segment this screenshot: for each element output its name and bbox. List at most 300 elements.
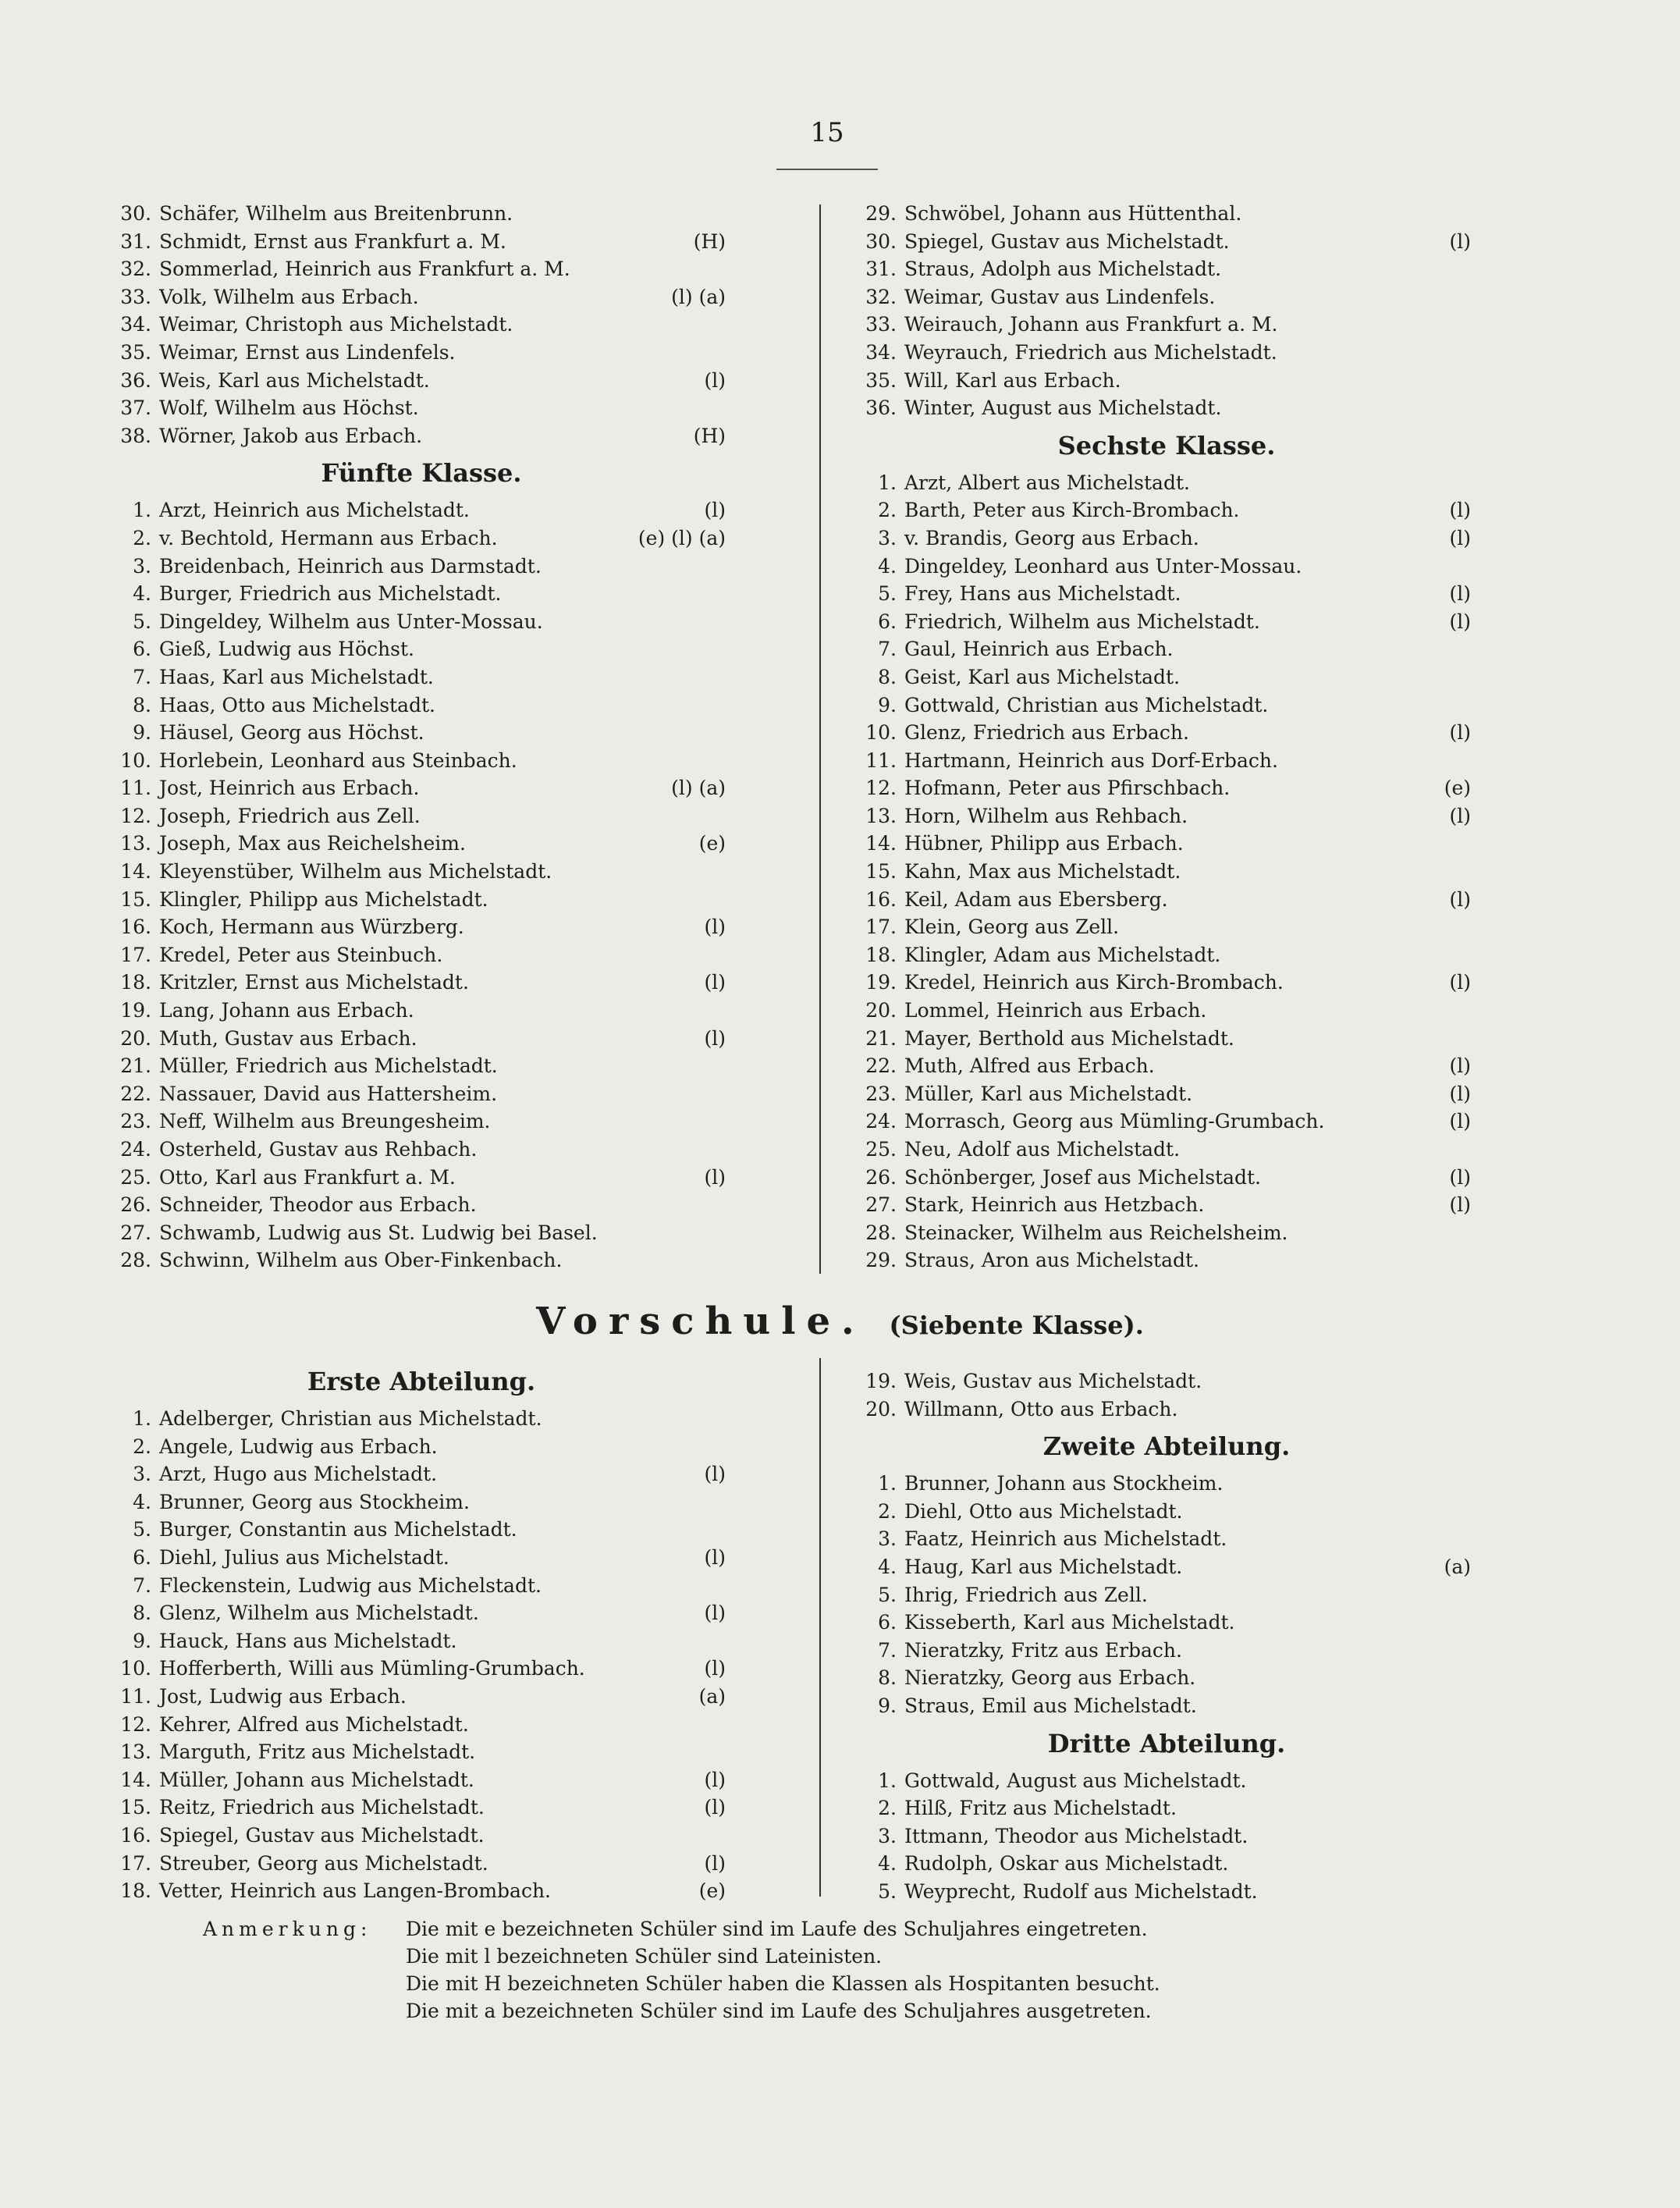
list-item (117, 1164, 726, 1192)
list-item (862, 580, 1471, 608)
student-entry: Nieratzky, Georg aus Erbach. (904, 1666, 1196, 1690)
student-number: 8. (878, 665, 897, 688)
list-item (862, 1692, 1471, 1720)
list-item (862, 858, 1471, 886)
student-entry: Weirauch, Johann aus Frankfurt a. M. (904, 313, 1278, 336)
note-row (203, 1943, 1420, 1970)
student-entry: Klein, Georg aus Zell. (904, 916, 1120, 939)
student-marks: (l) (704, 1768, 726, 1791)
student-entry: v. Bechtold, Hermann aus Erbach. (159, 526, 498, 549)
student-entry: Koch, Hermann aus Würzberg. (159, 916, 464, 939)
student-number: 2. (878, 499, 897, 522)
student-entry: Weyrauch, Friedrich aus Michelstadt. (904, 340, 1277, 364)
student-number: 20. (120, 1026, 151, 1050)
list-item (117, 886, 726, 914)
student-number: 19. (120, 999, 151, 1022)
student-number: 6. (878, 610, 897, 633)
list-item (117, 1460, 726, 1488)
list-item (117, 200, 726, 228)
note-label: Anmerkung: (203, 1918, 372, 1940)
list-item (862, 1191, 1471, 1219)
vorschule-title-main: Vorschule. (536, 1300, 865, 1343)
list-item (862, 496, 1471, 524)
student-number: 10. (120, 748, 151, 772)
student-number: 37. (120, 396, 151, 420)
student-entry: Will, Karl aus Erbach. (904, 368, 1121, 392)
list-item (862, 830, 1471, 858)
list-item (117, 1516, 726, 1544)
student-number: 17. (120, 943, 151, 966)
list-item (117, 747, 726, 775)
student-entry: Mayer, Berthold aus Michelstadt. (904, 1026, 1234, 1050)
student-entry: Arzt, Heinrich aus Michelstadt. (159, 499, 470, 522)
student-entry: Rudolph, Oskar aus Michelstadt. (904, 1852, 1229, 1876)
student-number: 17. (865, 916, 897, 939)
student-entry: Neff, Wilhelm aus Breungesheim. (159, 1110, 491, 1133)
note-line: Die mit l bezeichneten Schüler sind Lateinisten. (406, 1945, 883, 1968)
student-number: 10. (120, 1657, 151, 1680)
section-heading-fuenfte-klasse: Fünfte Klasse. (321, 458, 522, 489)
student-list-zweite-abteilung (862, 1470, 1471, 1719)
list-item (862, 1246, 1471, 1275)
list-item (862, 1822, 1471, 1851)
list-item (117, 1599, 726, 1627)
list-item (117, 1108, 726, 1136)
student-number: 14. (865, 832, 897, 855)
student-entry: Müller, Friedrich aus Michelstadt. (159, 1054, 498, 1078)
list-item (862, 1164, 1471, 1192)
note-row (203, 1970, 1420, 1997)
list-item (117, 663, 726, 692)
list-item (117, 1025, 726, 1053)
student-marks: (e) (l) (a) (638, 526, 726, 549)
list-item (862, 635, 1471, 663)
student-marks: (l) (1449, 1110, 1471, 1133)
list-item (862, 969, 1471, 997)
student-entry: Joseph, Max aus Reichelsheim. (159, 832, 466, 855)
student-list-erste-abteilung-cont (862, 1367, 1471, 1423)
student-marks: (l) (704, 1165, 726, 1189)
list-item (862, 1637, 1471, 1665)
list-item (862, 339, 1471, 367)
list-item (862, 1108, 1471, 1136)
list-item (862, 1396, 1471, 1424)
list-item (117, 830, 726, 858)
student-number: 35. (120, 340, 151, 364)
list-item (117, 1246, 726, 1275)
student-entry: Klingler, Philipp aus Michelstadt. (159, 887, 488, 911)
list-item (117, 1219, 726, 1247)
annotation-note (203, 1915, 1420, 2025)
student-marks: (H) (693, 229, 726, 253)
list-item (117, 1850, 726, 1878)
student-entry: Kisseberth, Karl aus Michelstadt. (904, 1611, 1235, 1634)
list-item (117, 1766, 726, 1794)
student-entry: Weimar, Gustav aus Lindenfels. (904, 285, 1216, 308)
list-item (117, 1655, 726, 1683)
list-item (117, 283, 726, 311)
student-entry: Schäfer, Wilhelm aus Breitenbrunn. (159, 202, 513, 225)
student-marks: (l) (1449, 1165, 1471, 1189)
list-item (862, 311, 1471, 339)
student-number: 7. (133, 665, 151, 688)
list-item (117, 496, 726, 524)
student-number: 18. (120, 971, 151, 994)
student-number: 2. (133, 526, 151, 549)
list-item (117, 719, 726, 747)
student-entry: Weimar, Christoph aus Michelstadt. (159, 313, 513, 336)
student-number: 29. (865, 1249, 897, 1272)
student-entry: Arzt, Albert aus Michelstadt. (904, 471, 1190, 494)
student-number: 6. (878, 1611, 897, 1634)
student-entry: Häusel, Georg aus Höchst. (159, 721, 424, 745)
list-item (862, 1609, 1471, 1637)
list-item (862, 1219, 1471, 1247)
student-entry: Brunner, Johann aus Stockheim. (904, 1472, 1224, 1495)
list-item (862, 394, 1471, 422)
list-item (117, 635, 726, 663)
list-item (117, 339, 726, 367)
student-number: 20. (865, 1397, 897, 1420)
list-item (862, 367, 1471, 395)
student-number: 18. (120, 1879, 151, 1903)
list-item (862, 663, 1471, 692)
student-entry: Kredel, Heinrich aus Kirch-Brombach. (904, 971, 1284, 994)
student-number: 7. (878, 1638, 897, 1662)
list-item (862, 1553, 1471, 1581)
student-number: 23. (120, 1110, 151, 1133)
section-heading-erste-abteilung: Erste Abteilung. (307, 1367, 536, 1396)
student-marks: (H) (693, 424, 726, 447)
student-entry: Weyprecht, Rudolf aus Michelstadt. (904, 1879, 1258, 1903)
student-entry: Schwamb, Ludwig aus St. Ludwig bei Basel. (159, 1221, 598, 1244)
list-item (117, 1572, 726, 1600)
student-entry: Straus, Aron aus Michelstadt. (904, 1249, 1200, 1272)
student-marks: (l) (a) (671, 777, 726, 800)
student-entry: Gieß, Ludwig aus Höchst. (159, 638, 414, 661)
list-item (862, 283, 1471, 311)
student-marks: (l) (1449, 526, 1471, 549)
student-entry: Straus, Adolph aus Michelstadt. (904, 258, 1222, 281)
student-entry: Horlebein, Leonhard aus Steinbach. (159, 748, 517, 772)
student-entry: v. Brandis, Georg aus Erbach. (904, 526, 1199, 549)
student-number: 33. (120, 285, 151, 308)
list-item (117, 997, 726, 1025)
list-item (862, 774, 1471, 802)
student-entry: Glenz, Friedrich aus Erbach. (904, 721, 1189, 745)
list-item (117, 1627, 726, 1655)
student-number: 19. (865, 971, 897, 994)
list-item (117, 802, 726, 830)
list-item (117, 1877, 726, 1905)
student-entry: Schmidt, Ernst aus Frankfurt a. M. (159, 229, 506, 253)
student-number: 5. (878, 582, 897, 606)
student-entry: Müller, Johann aus Michelstadt. (159, 1768, 474, 1791)
student-entry: Hofmann, Peter aus Pfirschbach. (904, 777, 1231, 800)
student-number: 27. (865, 1193, 897, 1217)
right-column-bottom (862, 1367, 1471, 1906)
student-number: 19. (865, 1370, 897, 1392)
student-marks: (l) (1449, 804, 1471, 827)
student-entry: Glenz, Wilhelm aus Michelstadt. (159, 1602, 479, 1625)
list-item (862, 255, 1471, 283)
left-column-bottom (117, 1358, 726, 1905)
student-marks: (l) (1449, 499, 1471, 522)
student-number: 31. (120, 229, 151, 253)
page-number-rule (776, 169, 878, 170)
student-entry: Diehl, Otto aus Michelstadt. (904, 1499, 1183, 1523)
student-number: 13. (120, 1740, 151, 1764)
list-item (117, 1405, 726, 1433)
student-list-erste-abteilung (117, 1405, 726, 1905)
list-item (862, 886, 1471, 914)
list-item (117, 311, 726, 339)
student-entry: Winter, August aus Michelstadt. (904, 396, 1222, 420)
student-number: 8. (133, 1602, 151, 1625)
student-number: 9. (133, 1629, 151, 1652)
list-item (117, 553, 726, 581)
student-number: 11. (120, 1684, 151, 1708)
student-number: 36. (865, 396, 897, 420)
student-entry: Kritzler, Ernst aus Michelstadt. (159, 971, 469, 994)
list-item (862, 1080, 1471, 1108)
student-entry: Dingeldey, Leonhard aus Unter-Mossau. (904, 554, 1302, 578)
student-number: 18. (865, 943, 897, 966)
student-marks: (a) (698, 1684, 726, 1708)
student-marks: (l) (704, 1796, 726, 1819)
student-number: 25. (120, 1165, 151, 1189)
student-entry: Geist, Karl aus Michelstadt. (904, 665, 1181, 688)
student-entry: Horn, Wilhelm aus Rehbach. (904, 804, 1188, 827)
list-item (862, 228, 1471, 256)
student-number: 3. (133, 1463, 151, 1486)
student-number: 4. (878, 554, 897, 578)
right-column-top (862, 200, 1471, 1275)
list-item (862, 553, 1471, 581)
student-entry: Marguth, Fritz aus Michelstadt. (159, 1740, 476, 1764)
student-number: 12. (120, 1712, 151, 1736)
list-item (862, 1581, 1471, 1609)
student-number: 1. (133, 499, 151, 522)
student-list-dritte-abteilung (862, 1767, 1471, 1906)
student-entry: Morrasch, Georg aus Mümling-Grumbach. (904, 1110, 1325, 1133)
student-marks: (l) (1449, 610, 1471, 633)
student-number: 1. (878, 471, 897, 494)
student-number: 30. (865, 229, 897, 253)
list-item (862, 200, 1471, 228)
student-entry: Dingeldey, Wilhelm aus Unter-Mossau. (159, 610, 543, 633)
student-entry: Müller, Karl aus Michelstadt. (904, 1082, 1193, 1105)
student-entry: Burger, Friedrich aus Michelstadt. (159, 582, 502, 606)
list-item (862, 1878, 1471, 1906)
student-entry: Wörner, Jakob aus Erbach. (159, 424, 423, 447)
student-number: 17. (120, 1851, 151, 1875)
student-number: 29. (865, 202, 897, 225)
list-item (117, 608, 726, 636)
list-item (862, 469, 1471, 497)
student-number: 4. (133, 1490, 151, 1513)
list-item (117, 774, 726, 802)
list-item (862, 1498, 1471, 1526)
student-entry: Haas, Karl aus Michelstadt. (159, 665, 434, 688)
student-number: 9. (878, 1694, 897, 1717)
student-number: 13. (120, 832, 151, 855)
student-number: 5. (878, 1583, 897, 1606)
student-entry: Hübner, Philipp aus Erbach. (904, 832, 1184, 855)
student-number: 1. (878, 1769, 897, 1792)
student-entry: Arzt, Hugo aus Michelstadt. (159, 1463, 438, 1486)
student-number: 26. (120, 1193, 151, 1217)
student-number: 7. (878, 638, 897, 661)
student-number: 25. (865, 1138, 897, 1161)
student-number: 21. (865, 1026, 897, 1050)
list-item (117, 1738, 726, 1766)
student-list-fuenfte-klasse (117, 496, 726, 1275)
student-entry: Sommerlad, Heinrich aus Frankfurt a. M. (159, 258, 570, 281)
list-item (117, 1794, 726, 1822)
student-entry: Ittmann, Theodor aus Michelstadt. (904, 1824, 1248, 1847)
student-number: 11. (120, 777, 151, 800)
section-heading-sechste-klasse: Sechste Klasse. (1057, 430, 1276, 460)
student-marks: (e) (698, 1879, 726, 1903)
list-item (862, 802, 1471, 830)
student-entry: Streuber, Georg aus Michelstadt. (159, 1851, 488, 1875)
list-item (862, 1367, 1471, 1396)
student-number: 13. (865, 804, 897, 827)
student-marks: (l) (704, 499, 726, 522)
student-number: 8. (878, 1666, 897, 1690)
list-item (862, 997, 1471, 1025)
student-entry: Diehl, Julius aus Michelstadt. (159, 1545, 449, 1569)
student-entry: Weis, Karl aus Michelstadt. (159, 368, 430, 392)
student-entry: Jost, Heinrich aus Erbach. (159, 777, 420, 800)
student-number: 16. (120, 916, 151, 939)
student-number: 11. (865, 748, 897, 772)
column-divider-top (819, 204, 821, 1274)
list-item (862, 719, 1471, 747)
list-item (862, 524, 1471, 553)
list-item (862, 1525, 1471, 1553)
note-line: Die mit a bezeichneten Schüler sind im Laufe des Schuljahres ausgetreten. (406, 2000, 1152, 2022)
student-number: 1. (133, 1407, 151, 1430)
student-number: 7. (133, 1573, 151, 1597)
student-marks: (l) (1449, 1193, 1471, 1217)
student-entry: Breidenbach, Heinrich aus Darmstadt. (159, 554, 542, 578)
list-item (117, 969, 726, 997)
student-entry: Hilß, Fritz aus Michelstadt. (904, 1797, 1177, 1820)
list-item (117, 1488, 726, 1516)
student-marks: (e) (1444, 777, 1471, 800)
list-item (117, 1052, 726, 1080)
student-entry: Jost, Ludwig aus Erbach. (159, 1684, 407, 1708)
student-marks: (l) (704, 916, 726, 939)
note-line: Die mit H bezeichneten Schüler haben die Klassen als Hospitanten besucht. (406, 1972, 1160, 1995)
student-marks: (l) (704, 368, 726, 392)
student-number: 24. (120, 1138, 151, 1161)
student-entry: Friedrich, Wilhelm aus Michelstadt. (904, 610, 1260, 633)
column-divider-bottom (819, 1358, 821, 1897)
student-entry: Gottwald, August aus Michelstadt. (904, 1769, 1247, 1792)
section-heading-zweite-abteilung: Zweite Abteilung. (1042, 1431, 1291, 1462)
note-row (203, 1997, 1420, 2025)
list-item (862, 1136, 1471, 1164)
student-number: 8. (133, 693, 151, 716)
list-item (117, 228, 726, 256)
list-item (862, 608, 1471, 636)
student-number: 24. (865, 1110, 897, 1133)
student-entry: Lang, Johann aus Erbach. (159, 999, 414, 1022)
student-number: 26. (865, 1165, 897, 1189)
student-entry: Osterheld, Gustav aus Rehbach. (159, 1138, 478, 1161)
student-number: 6. (133, 638, 151, 661)
student-number: 2. (878, 1797, 897, 1820)
list-item (862, 747, 1471, 775)
student-entry: Hartmann, Heinrich aus Dorf-Erbach. (904, 748, 1278, 772)
list-item (117, 1080, 726, 1108)
student-number: 6. (133, 1545, 151, 1569)
student-number: 22. (120, 1082, 151, 1105)
student-number: 3. (878, 1824, 897, 1847)
student-number: 3. (878, 1527, 897, 1551)
student-entry: Spiegel, Gustav aus Michelstadt. (904, 229, 1230, 253)
student-number: 2. (133, 1435, 151, 1458)
list-item (862, 913, 1471, 941)
student-number: 14. (120, 1768, 151, 1791)
student-entry: Muth, Alfred aus Erbach. (904, 1054, 1155, 1078)
student-entry: Hofferberth, Willi aus Mümling-Grumbach. (159, 1657, 585, 1680)
student-entry: Nassauer, David aus Hattersheim. (159, 1082, 498, 1105)
student-marks: (l) (1449, 721, 1471, 745)
student-number: 28. (865, 1221, 897, 1244)
student-entry: Fleckenstein, Ludwig aus Michelstadt. (159, 1573, 542, 1597)
student-entry: Schwöbel, Johann aus Hüttenthal. (904, 202, 1242, 225)
student-number: 35. (865, 368, 897, 392)
student-entry: Ihrig, Friedrich aus Zell. (904, 1583, 1148, 1606)
student-number: 9. (878, 693, 897, 716)
student-entry: Willmann, Otto aus Erbach. (904, 1397, 1178, 1420)
student-marks: (l) (704, 1657, 726, 1680)
list-item (117, 394, 726, 422)
student-number: 31. (865, 258, 897, 281)
student-number: 4. (878, 1555, 897, 1578)
list-item (862, 1767, 1471, 1795)
list-item (117, 1822, 726, 1850)
student-entry: Neu, Adolf aus Michelstadt. (904, 1138, 1181, 1161)
list-item (862, 1794, 1471, 1822)
student-number: 32. (120, 258, 151, 281)
student-entry: Steinacker, Wilhelm aus Reichelsheim. (904, 1221, 1288, 1244)
student-entry: Weimar, Ernst aus Lindenfels. (159, 340, 456, 364)
student-number: 10. (865, 721, 897, 745)
list-item (862, 1470, 1471, 1498)
student-marks: (l) (1449, 887, 1471, 911)
student-entry: Adelberger, Christian aus Michelstadt. (159, 1407, 542, 1430)
student-entry: Schwinn, Wilhelm aus Ober-Finkenbach. (159, 1249, 563, 1272)
student-entry: Kehrer, Alfred aus Michelstadt. (159, 1712, 469, 1736)
student-marks: (l) (1449, 971, 1471, 994)
list-item (117, 367, 726, 395)
student-marks: (l) (704, 1463, 726, 1486)
list-item (117, 1683, 726, 1711)
student-entry: Weis, Gustav aus Michelstadt. (904, 1370, 1202, 1392)
list-item (117, 1544, 726, 1572)
list-item (117, 422, 726, 450)
vorschule-title (0, 1300, 1680, 1343)
student-entry: Schneider, Theodor aus Erbach. (159, 1193, 477, 1217)
student-number: 9. (133, 721, 151, 745)
note-line: Die mit e bezeichneten Schüler sind im Laufe des Schuljahres eingetreten. (406, 1918, 1148, 1940)
student-number: 34. (865, 340, 897, 364)
